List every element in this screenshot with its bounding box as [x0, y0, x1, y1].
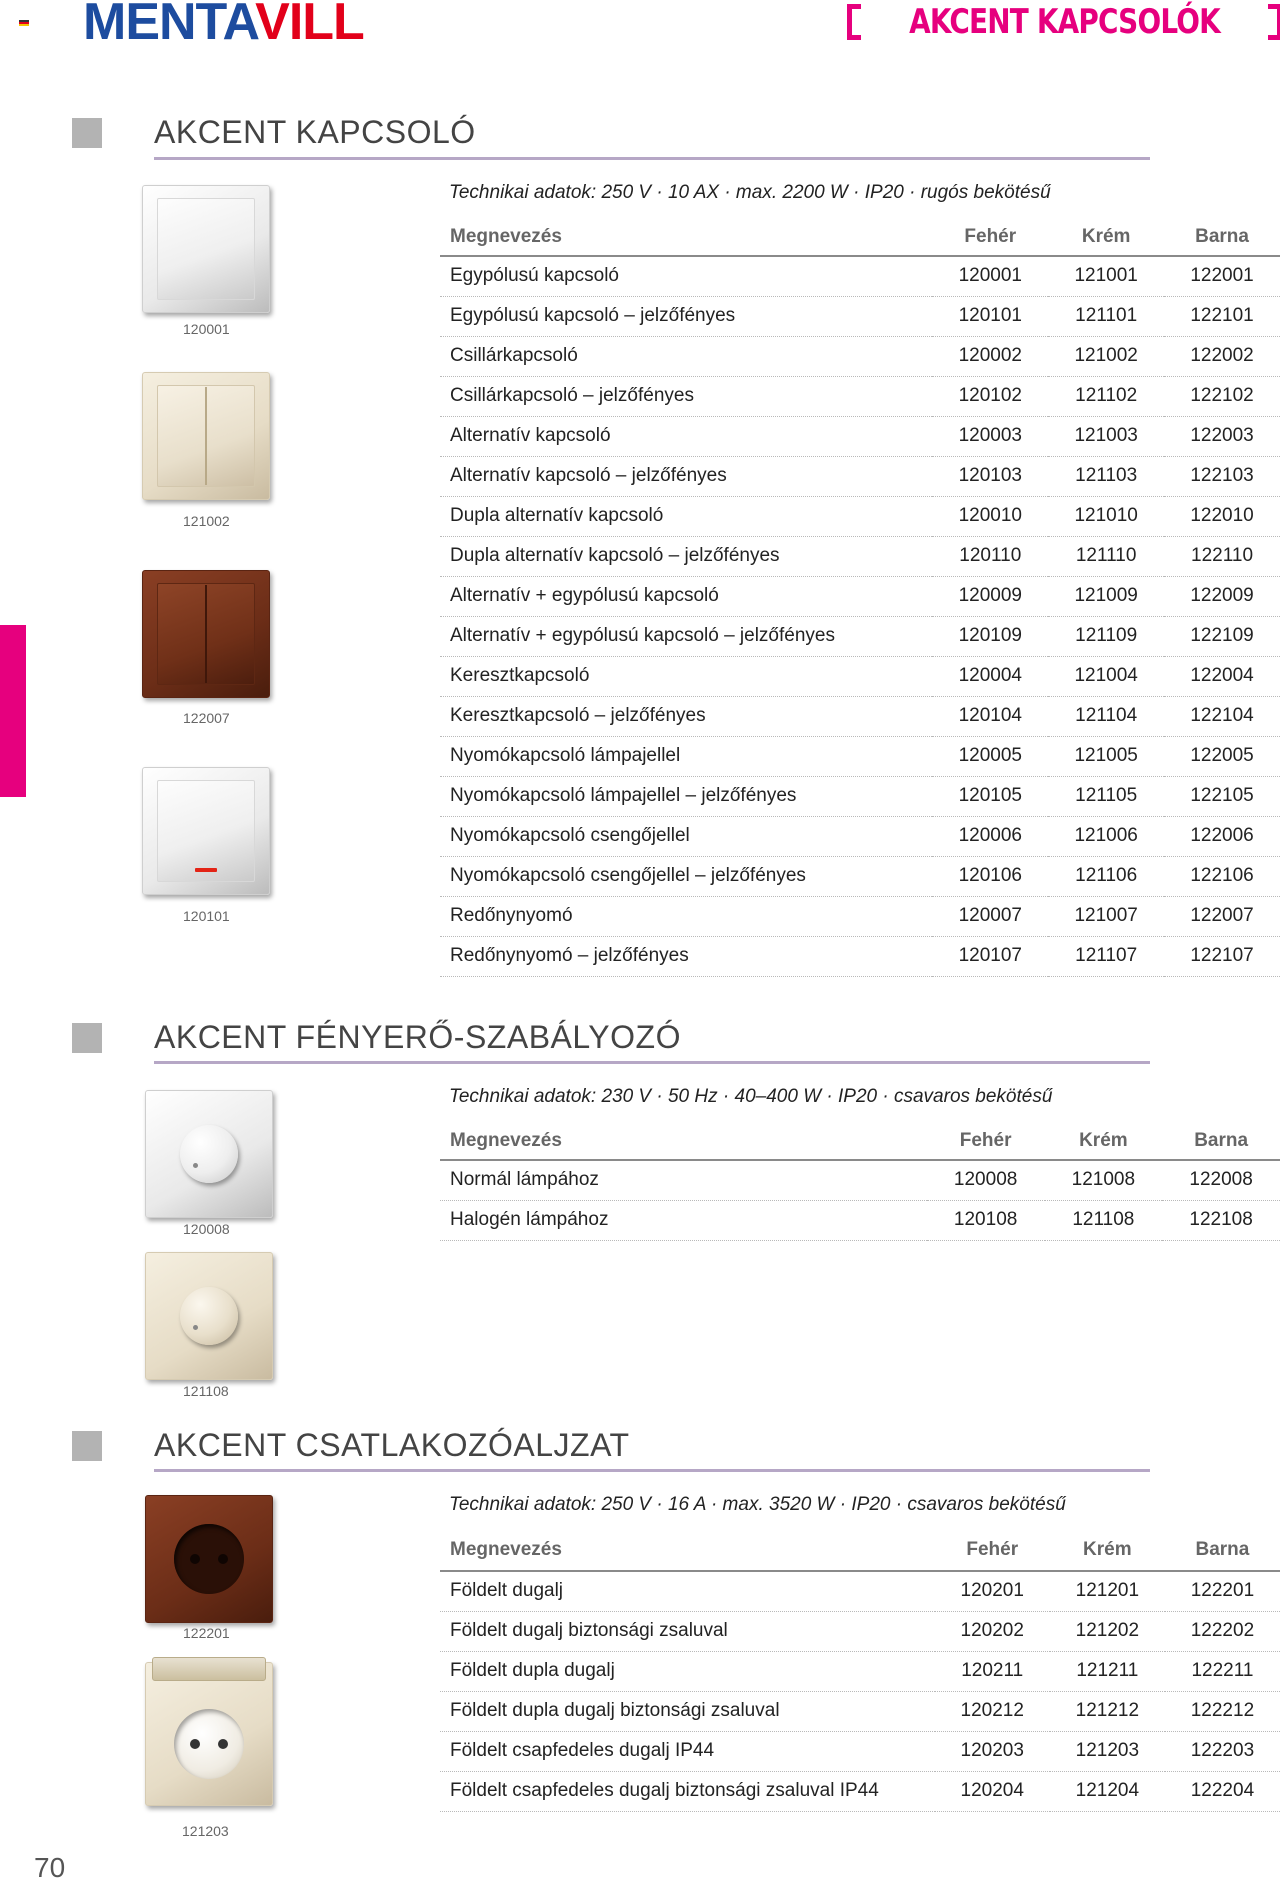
side-tab-marker: [0, 625, 26, 797]
product-code-label: 121108: [183, 1383, 229, 1399]
white-switch-indicator-icon: [142, 767, 270, 895]
table-row: Földelt dupla dugalj biztonsági zsaluval 120212 121212 122212: [440, 1691, 1280, 1731]
table-row: Földelt dugalj biztonsági zsaluval 120202 121202 122202: [440, 1611, 1280, 1651]
table-row: Keresztkapcsoló 120004 121004 122004: [440, 656, 1280, 696]
brown-double-switch-icon: [142, 570, 270, 698]
cream-socket-lid-icon: [145, 1662, 273, 1806]
table-row: Csillárkapcsoló 120002 121002 122002: [440, 336, 1280, 376]
table-row: Keresztkapcsoló – jelzőfényes 120104 121104 122104: [440, 696, 1280, 736]
mentavill-logo: MENTAVILL: [83, 0, 364, 51]
product-code-label: 122007: [183, 710, 230, 726]
bracket-right-icon: [1268, 4, 1280, 40]
product-table: [440, 1529, 1280, 1812]
col-name: Megnevezés: [440, 1122, 927, 1160]
cream-dimmer-icon: [145, 1252, 273, 1380]
col-white: Fehér: [932, 218, 1048, 256]
table-row: Csillárkapcsoló – jelzőfényes 120102 121102 122102: [440, 376, 1280, 416]
section-rule: [154, 1061, 1150, 1064]
col-name: Megnevezés: [440, 218, 932, 256]
protective-lid-icon: [152, 1657, 266, 1681]
technical-data: Technikai adatok: 230 V · 50 Hz · 40–400 W · IP20 · csavaros bekötésű: [449, 1086, 1053, 1107]
table-row: Földelt csapfedeles dugalj IP44 120203 121203 122203: [440, 1731, 1280, 1771]
product-table: [440, 1122, 1280, 1241]
page-number: 70: [34, 1852, 66, 1883]
brown-socket-icon: [145, 1495, 273, 1623]
table-row: Földelt csapfedeles dugalj biztonsági zsaluval IP44 120204 121204 122204: [440, 1771, 1280, 1811]
table-row: Földelt dupla dugalj 120211 121211 122211: [440, 1651, 1280, 1691]
col-name: Megnevezés: [440, 1529, 935, 1571]
table-row: Normál lámpához 120008 121008 122008: [440, 1160, 1280, 1200]
white-single-switch-icon: [142, 185, 270, 313]
col-cream: Krém: [1048, 218, 1164, 256]
table-row: Alternatív kapcsoló 120003 121003 122003: [440, 416, 1280, 456]
table-row: Egypólusú kapcsoló – jelzőfényes 120101 121101 122101: [440, 296, 1280, 336]
table-row: Dupla alternatív kapcsoló 120010 121010 122010: [440, 496, 1280, 536]
col-brown: Barna: [1164, 218, 1280, 256]
table-row: Egypólusú kapcsoló 120001 121001 122001: [440, 256, 1280, 296]
section-marker-icon: [72, 1431, 102, 1461]
cream-double-switch-icon: [142, 372, 270, 500]
flag-icon: [19, 20, 29, 28]
section-title: AKCENT CSATLAKOZÓALJZAT: [154, 1427, 630, 1463]
section-marker-icon: [72, 118, 102, 148]
col-brown: Barna: [1162, 1122, 1280, 1160]
section-marker-icon: [72, 1023, 102, 1053]
technical-data: Technikai adatok: 250 V · 10 AX · max. 2200 W · IP20 · rugós bekötésű: [449, 182, 1051, 203]
col-brown: Barna: [1165, 1529, 1280, 1571]
table-row: Dupla alternatív kapcsoló – jelzőfényes 120110 121110 122110: [440, 536, 1280, 576]
bracket-left-icon: [847, 4, 861, 40]
col-cream: Krém: [1045, 1122, 1163, 1160]
col-white: Fehér: [927, 1122, 1045, 1160]
product-table: [440, 218, 1280, 977]
product-code-label: 122201: [183, 1625, 230, 1641]
section-title: AKCENT FÉNYERŐ-SZABÁLYOZÓ: [154, 1019, 681, 1055]
section-rule: [154, 157, 1150, 160]
table-row: Alternatív kapcsoló – jelzőfényes 120103 121103 122103: [440, 456, 1280, 496]
product-code-label: 121203: [182, 1823, 229, 1839]
table-row: Nyomókapcsoló csengőjellel – jelzőfényes 120106 121106 122106: [440, 856, 1280, 896]
table-row: Alternatív + egypólusú kapcsoló – jelzőfényes 120109 121109 122109: [440, 616, 1280, 656]
table-row: Nyomókapcsoló lámpajellel 120005 121005 122005: [440, 736, 1280, 776]
technical-data: Technikai adatok: 250 V · 16 A · max. 3520 W · IP20 · csavaros bekötésű: [449, 1494, 1066, 1515]
section-rule: [154, 1469, 1150, 1472]
indicator-light-icon: [195, 868, 217, 872]
table-row: Halogén lámpához 120108 121108 122108: [440, 1200, 1280, 1240]
table-row: Nyomókapcsoló lámpajellel – jelzőfényes 120105 121105 122105: [440, 776, 1280, 816]
catalog-title-text: AKCENT KAPCSOLÓK: [909, 2, 1220, 42]
table-row: Földelt dugalj 120201 121201 122201: [440, 1571, 1280, 1611]
section-title: AKCENT KAPCSOLÓ: [154, 114, 476, 150]
product-code-label: 120001: [183, 321, 230, 337]
product-code-label: 120008: [183, 1221, 230, 1237]
table-row: Nyomókapcsoló csengőjellel 120006 121006 122006: [440, 816, 1280, 856]
col-cream: Krém: [1050, 1529, 1165, 1571]
table-row: Redőnynyomó 120007 121007 122007: [440, 896, 1280, 936]
table-row: Redőnynyomó – jelzőfényes 120107 121107 122107: [440, 936, 1280, 976]
product-code-label: 120101: [183, 908, 230, 924]
catalog-title: [847, 0, 1280, 44]
col-white: Fehér: [935, 1529, 1050, 1571]
table-row: Alternatív + egypólusú kapcsoló 120009 121009 122009: [440, 576, 1280, 616]
white-dimmer-icon: [145, 1090, 273, 1218]
product-code-label: 121002: [183, 513, 230, 529]
